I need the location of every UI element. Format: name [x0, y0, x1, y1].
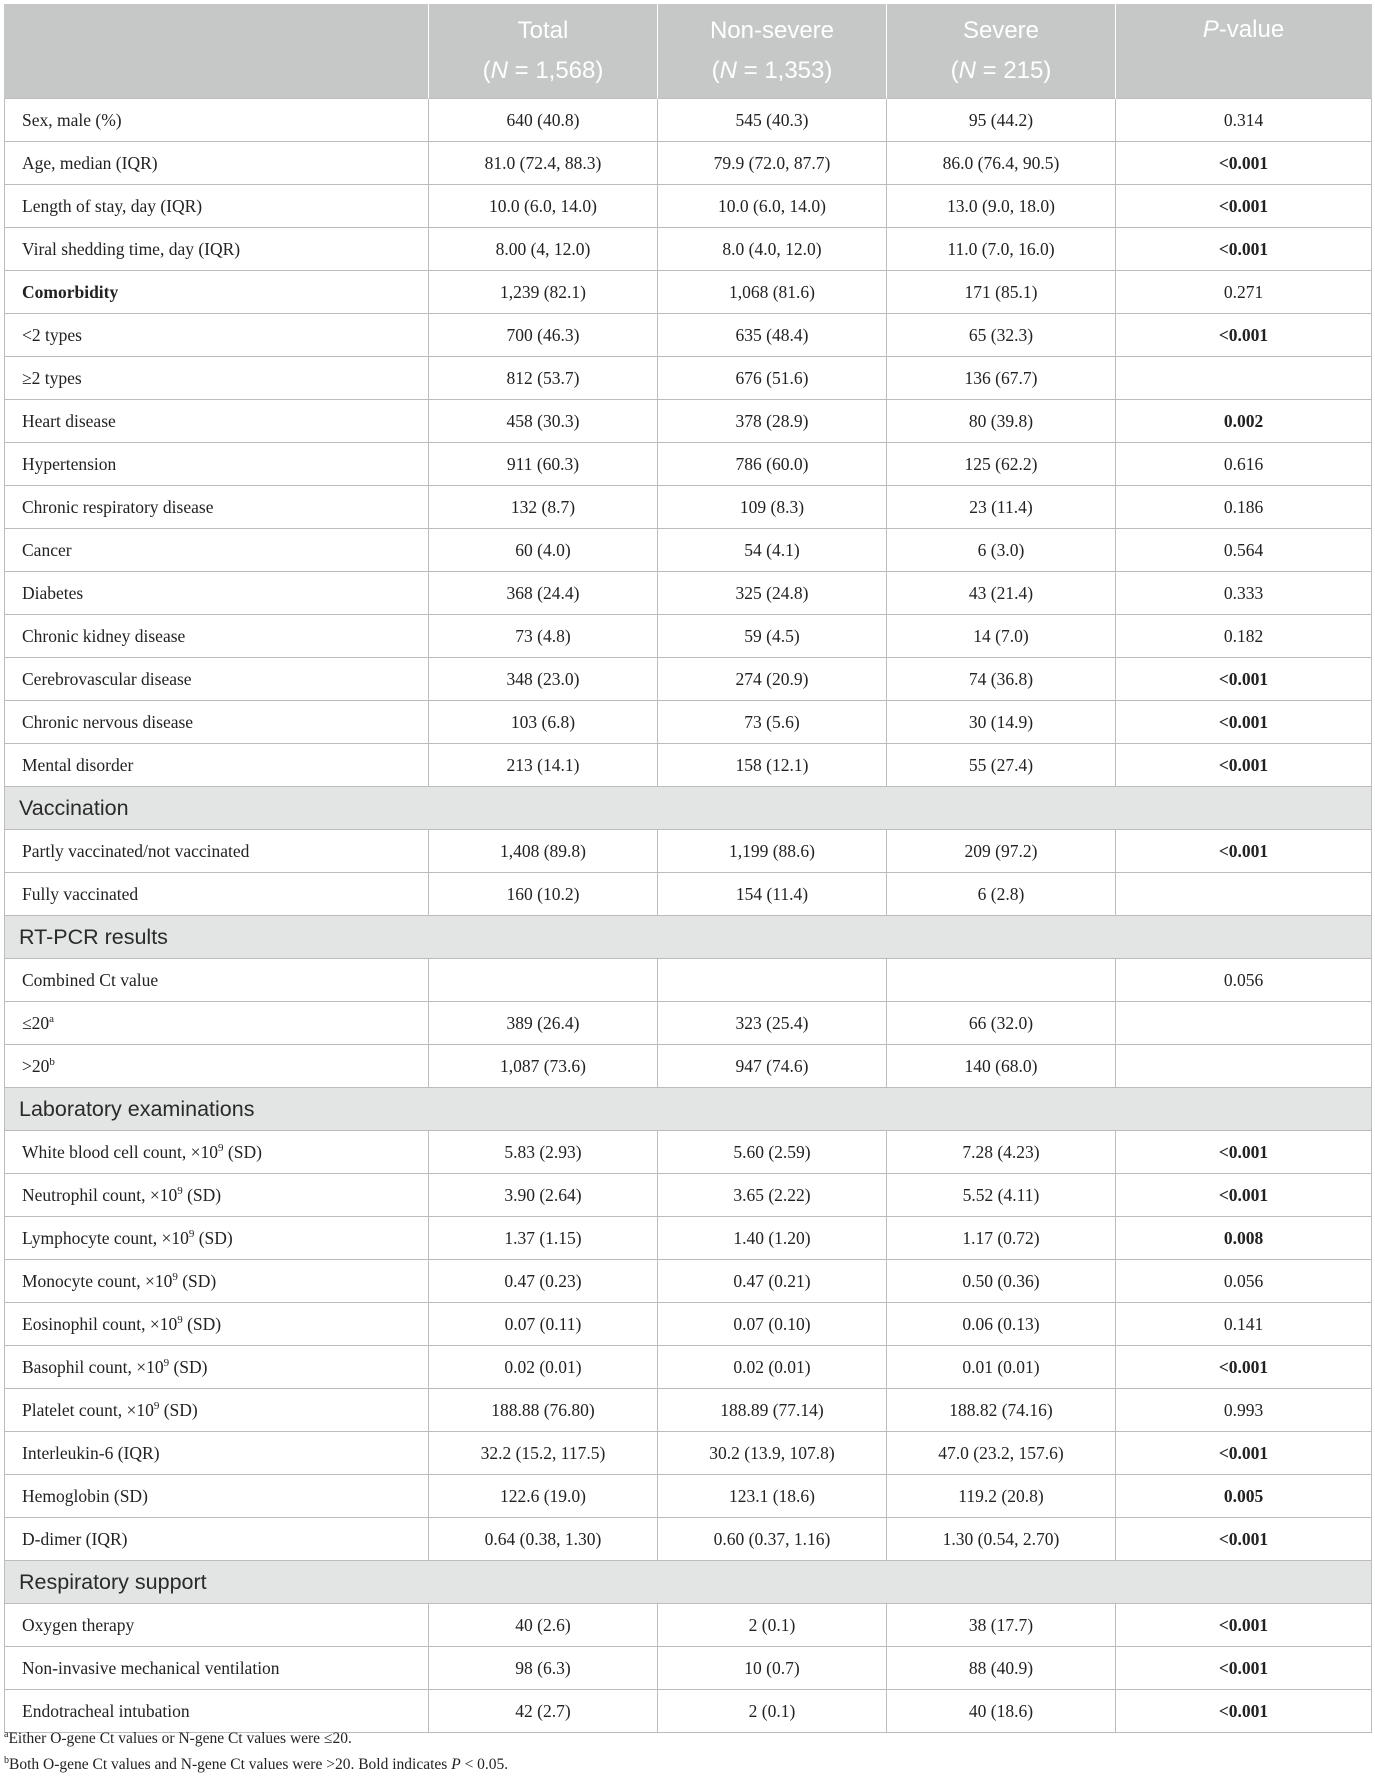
table-row: [5, 1389, 1372, 1432]
cell-severe: 171 (85.1): [887, 271, 1116, 314]
cell-total: 812 (53.7): [429, 357, 658, 400]
row-label: [5, 314, 429, 357]
cell-severe: 136 (67.7): [887, 357, 1116, 400]
row-label: [5, 1002, 429, 1045]
table-row: [5, 959, 1372, 1002]
cell-severe: 0.06 (0.13): [887, 1303, 1116, 1346]
cell-total: [429, 959, 658, 1002]
table-row: [5, 1303, 1372, 1346]
cell-total: 1,087 (73.6): [429, 1045, 658, 1088]
cell-total: 368 (24.4): [429, 572, 658, 615]
section-title: Vaccination: [5, 787, 1372, 830]
row-label: [5, 1518, 429, 1561]
cell-non-severe: 274 (20.9): [658, 658, 887, 701]
row-label: [5, 830, 429, 873]
row-label-text: Neutrophil count, ×10: [22, 1184, 178, 1205]
row-label: [5, 185, 429, 228]
table-row: [5, 228, 1372, 271]
cell-non-severe: 2 (0.1): [658, 1604, 887, 1647]
cell-p-value: <0.001: [1116, 701, 1372, 744]
table-row: [5, 271, 1372, 314]
section-title: Respiratory support: [5, 1561, 1372, 1604]
cell-total: 81.0 (72.4, 88.3): [429, 142, 658, 185]
row-label: [5, 1260, 429, 1303]
footnote-a: $^a$Either O-gene Ct values or N-gene Ct values were ≤20.: [4, 1728, 352, 1747]
row-label: [5, 1432, 429, 1475]
table-row: [5, 1604, 1372, 1647]
row-label-text: Chronic kidney disease: [22, 625, 186, 646]
cell-severe: 6 (2.8): [887, 873, 1116, 916]
cell-total: 8.00 (4, 12.0): [429, 228, 658, 271]
row-label-text: Age, median (IQR): [22, 152, 158, 173]
cell-severe: 95 (44.2): [887, 99, 1116, 142]
table-row: [5, 1518, 1372, 1561]
cell-non-severe: 154 (11.4): [658, 873, 887, 916]
cell-p-value: <0.001: [1116, 1174, 1372, 1217]
row-label-text: D-dimer (IQR): [22, 1528, 128, 1549]
row-label-suffix: (SD): [169, 1356, 208, 1377]
row-label: [5, 486, 429, 529]
row-label: [5, 1647, 429, 1690]
cell-non-severe: 0.07 (0.10): [658, 1303, 887, 1346]
cell-severe: 66 (32.0): [887, 1002, 1116, 1045]
row-label-text: Cancer: [22, 539, 72, 560]
table-row: [5, 1217, 1372, 1260]
row-label-superscript: 9: [218, 1141, 224, 1154]
cell-total: 98 (6.3): [429, 1647, 658, 1690]
table-row: [5, 1131, 1372, 1174]
row-label-text: Heart disease: [22, 410, 116, 431]
cell-p-value: 0.271: [1116, 271, 1372, 314]
header-severe-n: (N = 215): [950, 57, 1052, 84]
row-label-text: Partly vaccinated/not vaccinated: [22, 840, 250, 861]
cell-severe: 209 (97.2): [887, 830, 1116, 873]
table-row: [5, 185, 1372, 228]
row-label-superscript: 9: [153, 1399, 160, 1412]
row-label-text: <2 types: [22, 324, 82, 345]
cell-total: 458 (30.3): [429, 400, 658, 443]
cell-p-value: <0.001: [1116, 314, 1372, 357]
cell-p-value: 0.186: [1116, 486, 1372, 529]
cell-severe: 11.0 (7.0, 16.0): [887, 228, 1116, 271]
cell-non-severe: 8.0 (4.0, 12.0): [658, 228, 887, 271]
cell-p-value: [1116, 1002, 1372, 1045]
cell-non-severe: 0.60 (0.37, 1.16): [658, 1518, 887, 1561]
table-row: [5, 443, 1372, 486]
row-label-text: ≥2 types: [22, 367, 82, 388]
row-label: [5, 1346, 429, 1389]
row-label-text: Combined Ct value: [22, 969, 159, 990]
cell-p-value: 0.141: [1116, 1303, 1372, 1346]
cell-severe: 0.01 (0.01): [887, 1346, 1116, 1389]
row-label-text: Sex, male (%): [22, 109, 122, 130]
table-row: [5, 142, 1372, 185]
cell-p-value: <0.001: [1116, 185, 1372, 228]
cell-non-severe: [658, 959, 887, 1002]
row-label-text: Mental disorder: [22, 754, 134, 775]
row-label-text: ≤20: [22, 1012, 50, 1033]
cell-non-severe: 109 (8.3): [658, 486, 887, 529]
cell-total: 132 (8.7): [429, 486, 658, 529]
cell-p-value: <0.001: [1116, 658, 1372, 701]
cell-total: 0.07 (0.11): [429, 1303, 658, 1346]
cell-severe: 5.52 (4.11): [887, 1174, 1116, 1217]
row-label: [5, 1174, 429, 1217]
cell-p-value: <0.001: [1116, 142, 1372, 185]
row-label: [5, 873, 429, 916]
row-label-suffix: (SD): [182, 1184, 222, 1205]
row-label-suffix: (SD): [223, 1141, 262, 1162]
row-label: [5, 1131, 429, 1174]
table-header: [5, 4, 1372, 99]
row-label-text: Lymphocyte count, ×10: [22, 1227, 189, 1248]
cell-non-severe: 5.60 (2.59): [658, 1131, 887, 1174]
cell-total: 640 (40.8): [429, 99, 658, 142]
table-row: [5, 357, 1372, 400]
row-label: [5, 1389, 429, 1432]
cell-severe: 125 (62.2): [887, 443, 1116, 486]
row-label: [5, 615, 429, 658]
row-label-text: Basophil count, ×10: [22, 1356, 164, 1377]
table-container: [4, 4, 1371, 1733]
row-label-text: Non-invasive mechanical ventilation: [22, 1657, 280, 1678]
row-label: [5, 959, 429, 1002]
row-label: [5, 701, 429, 744]
cell-severe: 1.17 (0.72): [887, 1217, 1116, 1260]
cell-total: 188.88 (76.80): [429, 1389, 658, 1432]
cell-severe: 74 (36.8): [887, 658, 1116, 701]
row-label: [5, 1217, 429, 1260]
row-label-superscript: 9: [177, 1313, 183, 1326]
cell-severe: 30 (14.9): [887, 701, 1116, 744]
cell-total: 700 (46.3): [429, 314, 658, 357]
cell-p-value: 0.616: [1116, 443, 1372, 486]
header-non-severe-n: (N = 1,353): [711, 57, 833, 84]
cell-severe: 1.30 (0.54, 2.70): [887, 1518, 1116, 1561]
cell-p-value: <0.001: [1116, 1346, 1372, 1389]
row-label: [5, 142, 429, 185]
cell-non-severe: 123.1 (18.6): [658, 1475, 887, 1518]
row-label-suffix: (SD): [182, 1313, 222, 1334]
cell-p-value: 0.182: [1116, 615, 1372, 658]
row-label-text: Length of stay, day (IQR): [22, 195, 203, 216]
row-label: [5, 572, 429, 615]
header-label-column: [5, 4, 429, 99]
row-label-suffix: (SD): [159, 1399, 198, 1420]
row-label-text: Chronic nervous disease: [22, 711, 194, 732]
table-row: [5, 1002, 1372, 1045]
cell-p-value: 0.056: [1116, 1260, 1372, 1303]
row-label-text: Chronic respiratory disease: [22, 496, 214, 517]
cell-p-value: 0.008: [1116, 1217, 1372, 1260]
row-label: [5, 1303, 429, 1346]
table-row: [5, 572, 1372, 615]
cell-non-severe: 0.02 (0.01): [658, 1346, 887, 1389]
cell-total: 103 (6.8): [429, 701, 658, 744]
cell-p-value: 0.005: [1116, 1475, 1372, 1518]
cell-non-severe: 59 (4.5): [658, 615, 887, 658]
cell-severe: [887, 959, 1116, 1002]
cell-p-value: <0.001: [1116, 1647, 1372, 1690]
cell-non-severe: 1,199 (88.6): [658, 830, 887, 873]
header-severe: [887, 4, 1116, 99]
cell-p-value: <0.001: [1116, 744, 1372, 787]
cell-non-severe: 10 (0.7): [658, 1647, 887, 1690]
cell-severe: 43 (21.4): [887, 572, 1116, 615]
table-row: [5, 658, 1372, 701]
table-row: [5, 873, 1372, 916]
row-label: [5, 1604, 429, 1647]
cell-p-value: 0.314: [1116, 99, 1372, 142]
header-non-severe: [658, 4, 887, 99]
table-row: [5, 314, 1372, 357]
header-non-severe-name: Non-severe: [709, 17, 835, 44]
cell-total: 0.47 (0.23): [429, 1260, 658, 1303]
cell-severe: 88 (40.9): [887, 1647, 1116, 1690]
cell-severe: 0.50 (0.36): [887, 1260, 1116, 1303]
row-label-text: Eosinophil count, ×10: [22, 1313, 178, 1334]
section-title: RT-PCR results: [5, 916, 1372, 959]
header-total-n: (N = 1,568): [482, 57, 604, 84]
row-label-text: White blood cell count, ×10: [22, 1141, 219, 1162]
cell-p-value: <0.001: [1116, 830, 1372, 873]
header-p-value: P-value: [1116, 4, 1372, 99]
row-label-suffix: (SD): [177, 1270, 217, 1291]
cell-non-severe: 3.65 (2.22): [658, 1174, 887, 1217]
cell-total: 0.64 (0.38, 1.30): [429, 1518, 658, 1561]
cell-severe: 40 (18.6): [887, 1690, 1116, 1733]
cell-total: 160 (10.2): [429, 873, 658, 916]
cell-total: 0.02 (0.01): [429, 1346, 658, 1389]
cell-non-severe: 0.47 (0.21): [658, 1260, 887, 1303]
cell-p-value: <0.001: [1116, 1518, 1372, 1561]
cell-severe: 55 (27.4): [887, 744, 1116, 787]
cell-severe: 80 (39.8): [887, 400, 1116, 443]
cell-severe: 6 (3.0): [887, 529, 1116, 572]
cell-p-value: [1116, 1045, 1372, 1088]
row-label-text: Endotracheal intubation: [22, 1700, 190, 1721]
row-label-text: Oxygen therapy: [22, 1614, 135, 1635]
cell-non-severe: 54 (4.1): [658, 529, 887, 572]
row-label-superscript: 9: [177, 1184, 183, 1197]
table-row: [5, 1346, 1372, 1389]
cell-non-severe: 2 (0.1): [658, 1690, 887, 1733]
row-label-text: Interleukin-6 (IQR): [22, 1442, 160, 1463]
cell-total: 40 (2.6): [429, 1604, 658, 1647]
cell-p-value: [1116, 873, 1372, 916]
header-total-name: Total: [517, 17, 569, 44]
cell-total: 911 (60.3): [429, 443, 658, 486]
cell-severe: 65 (32.3): [887, 314, 1116, 357]
cell-total: 60 (4.0): [429, 529, 658, 572]
cell-non-severe: 1,068 (81.6): [658, 271, 887, 314]
cell-total: 1,408 (89.8): [429, 830, 658, 873]
row-label-text: Diabetes: [22, 582, 84, 603]
cell-p-value: <0.001: [1116, 1604, 1372, 1647]
table-row: [5, 1045, 1372, 1088]
section-header-row: [5, 1561, 1372, 1604]
cell-severe: 38 (17.7): [887, 1604, 1116, 1647]
cell-non-severe: 947 (74.6): [658, 1045, 887, 1088]
table-row: [5, 744, 1372, 787]
cell-non-severe: 188.89 (77.14): [658, 1389, 887, 1432]
cell-severe: 13.0 (9.0, 18.0): [887, 185, 1116, 228]
footnote-b: $^b$Both O-gene Ct values and N-gene Ct values were >20. Bold indicates P < 0.05.: [4, 1754, 509, 1773]
cell-p-value: <0.001: [1116, 1432, 1372, 1475]
table-row: [5, 1174, 1372, 1217]
row-label-text: Platelet count, ×10: [22, 1399, 154, 1420]
cell-severe: 119.2 (20.8): [887, 1475, 1116, 1518]
table-row: [5, 1475, 1372, 1518]
section-title: Laboratory examinations: [5, 1088, 1372, 1131]
cell-severe: 188.82 (74.16): [887, 1389, 1116, 1432]
row-label: [5, 400, 429, 443]
cell-non-severe: 158 (12.1): [658, 744, 887, 787]
table-row: [5, 486, 1372, 529]
characteristics-table: [4, 4, 1372, 1733]
cell-non-severe: 323 (25.4): [658, 1002, 887, 1045]
row-label: [5, 658, 429, 701]
cell-p-value: 0.056: [1116, 959, 1372, 1002]
cell-non-severe: 786 (60.0): [658, 443, 887, 486]
row-label: [5, 1475, 429, 1518]
row-label: [5, 744, 429, 787]
cell-total: 5.83 (2.93): [429, 1131, 658, 1174]
row-label: [5, 529, 429, 572]
table-row: [5, 701, 1372, 744]
header-total: [429, 4, 658, 99]
cell-non-severe: 378 (28.9): [658, 400, 887, 443]
table-row: [5, 400, 1372, 443]
table-row: [5, 615, 1372, 658]
footnotes: [4, 1726, 1371, 1778]
cell-non-severe: 635 (48.4): [658, 314, 887, 357]
row-label-superscript: 9: [172, 1270, 178, 1283]
table-row: [5, 1432, 1372, 1475]
cell-severe: 86.0 (76.4, 90.5): [887, 142, 1116, 185]
row-label-text: Viral shedding time, day (IQR): [22, 238, 241, 259]
cell-non-severe: 1.40 (1.20): [658, 1217, 887, 1260]
cell-severe: 14 (7.0): [887, 615, 1116, 658]
cell-severe: 140 (68.0): [887, 1045, 1116, 1088]
cell-total: 1,239 (82.1): [429, 271, 658, 314]
cell-non-severe: 325 (24.8): [658, 572, 887, 615]
row-label-text: >20: [22, 1055, 50, 1076]
row-label-superscript: a: [49, 1012, 54, 1025]
cell-p-value: <0.001: [1116, 1690, 1372, 1733]
cell-total: 73 (4.8): [429, 615, 658, 658]
row-label-text: Hemoglobin (SD): [22, 1485, 148, 1506]
section-header-row: [5, 787, 1372, 830]
row-label: [5, 99, 429, 142]
row-label-text: Monocyte count, ×10: [22, 1270, 173, 1291]
cell-total: 213 (14.1): [429, 744, 658, 787]
cell-p-value: 0.002: [1116, 400, 1372, 443]
row-label: [5, 271, 429, 314]
row-label-superscript: 9: [188, 1227, 195, 1240]
cell-non-severe: 676 (51.6): [658, 357, 887, 400]
cell-total: 3.90 (2.64): [429, 1174, 658, 1217]
row-label-superscript: b: [49, 1055, 55, 1068]
cell-severe: 7.28 (4.23): [887, 1131, 1116, 1174]
cell-total: 10.0 (6.0, 14.0): [429, 185, 658, 228]
cell-non-severe: 73 (5.6): [658, 701, 887, 744]
cell-total: 348 (23.0): [429, 658, 658, 701]
row-label-superscript: 9: [163, 1356, 170, 1369]
section-header-row: [5, 1088, 1372, 1131]
cell-total: 42 (2.7): [429, 1690, 658, 1733]
section-header-row: [5, 916, 1372, 959]
row-label-text: Comorbidity: [22, 281, 119, 302]
cell-severe: 47.0 (23.2, 157.6): [887, 1432, 1116, 1475]
cell-non-severe: 10.0 (6.0, 14.0): [658, 185, 887, 228]
cell-p-value: [1116, 357, 1372, 400]
row-label: [5, 1045, 429, 1088]
row-label: [5, 228, 429, 271]
row-label-suffix: (SD): [194, 1227, 233, 1248]
table-row: [5, 1260, 1372, 1303]
cell-total: 389 (26.4): [429, 1002, 658, 1045]
cell-p-value: <0.001: [1116, 228, 1372, 271]
table-body: [5, 99, 1372, 1733]
table-row: [5, 1647, 1372, 1690]
row-label-text: Fully vaccinated: [22, 883, 139, 904]
row-label: [5, 443, 429, 486]
cell-total: 32.2 (15.2, 117.5): [429, 1432, 658, 1475]
table-row: [5, 99, 1372, 142]
table-row: [5, 529, 1372, 572]
table-row: [5, 830, 1372, 873]
row-label-text: Cerebrovascular disease: [22, 668, 192, 689]
cell-non-severe: 79.9 (72.0, 87.7): [658, 142, 887, 185]
cell-non-severe: 30.2 (13.9, 107.8): [658, 1432, 887, 1475]
header-severe-name: Severe: [962, 17, 1040, 44]
cell-p-value: 0.333: [1116, 572, 1372, 615]
cell-p-value: 0.564: [1116, 529, 1372, 572]
cell-total: 1.37 (1.15): [429, 1217, 658, 1260]
cell-severe: 23 (11.4): [887, 486, 1116, 529]
cell-non-severe: 545 (40.3): [658, 99, 887, 142]
cell-p-value: 0.993: [1116, 1389, 1372, 1432]
row-label-text: Hypertension: [22, 453, 117, 474]
cell-total: 122.6 (19.0): [429, 1475, 658, 1518]
cell-p-value: <0.001: [1116, 1131, 1372, 1174]
row-label: [5, 357, 429, 400]
